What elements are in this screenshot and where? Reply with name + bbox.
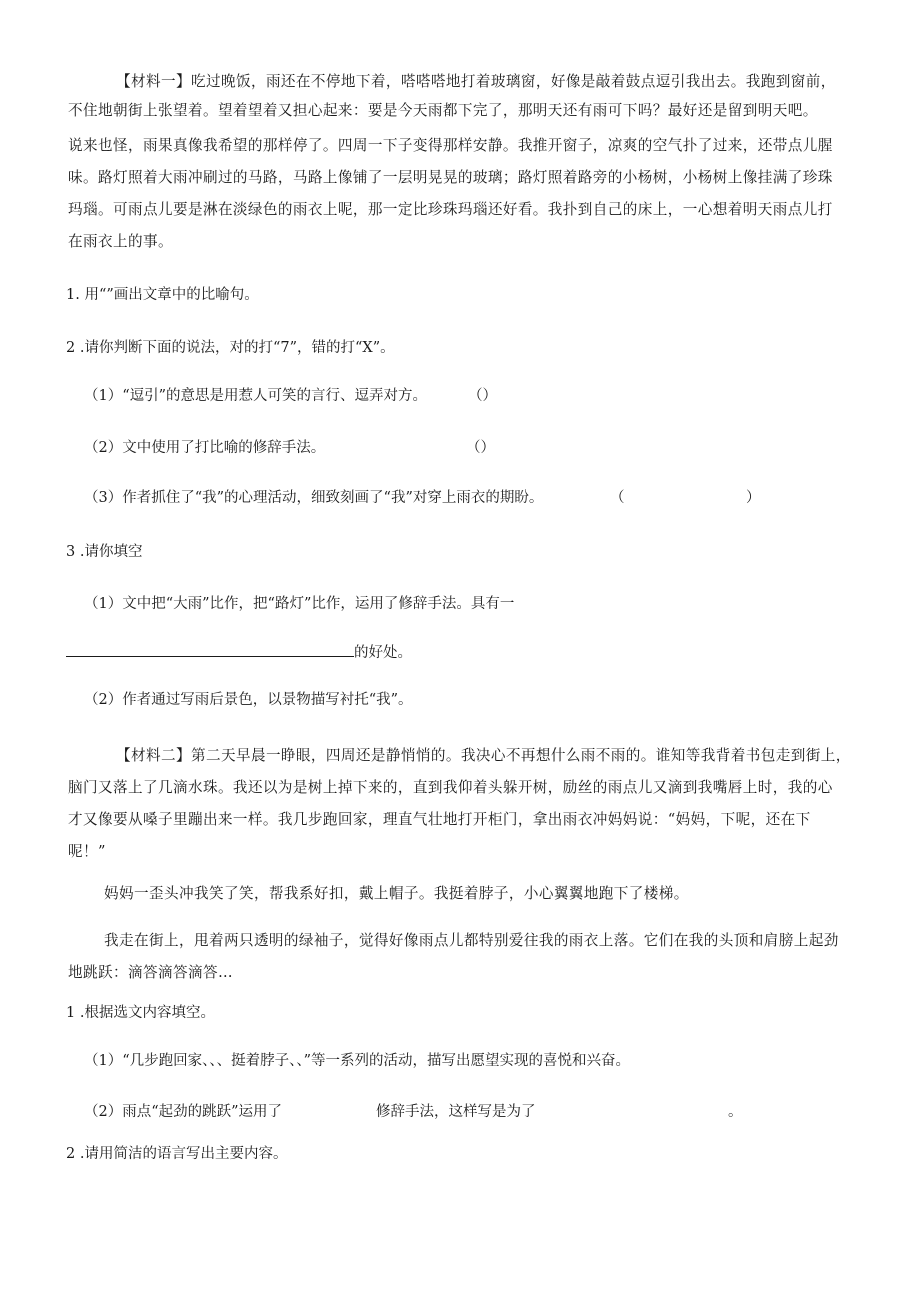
material2-paragraph-2: 妈妈一歪头冲我笑了笑，帮我系好扣，戴上帽子。我挺着脖子，小心翼翼地跑下了楼梯。 <box>104 885 689 902</box>
material1-line-2: 不住地朝街上张望着。望着望着又担心起来：要是今天雨都下完了，那明天还有雨可下吗？最好还是留到明天吧。 <box>68 102 818 119</box>
answer-paren-2-3-close[interactable]: ） <box>746 490 761 506</box>
material2-paragraph-3-line-1: 我走在街上，甩着两只透明的绿袖子，觉得好像雨点儿都特别爱往我的雨衣上落。它们在我的头顶和肩膀上起劲 <box>104 932 839 949</box>
question-2-1-item-2-a: （2）雨点“起劲的跳跃”运用了 <box>84 1104 283 1120</box>
question-2: 2 .请你判断下面的说法，对的打“7”，错的打“X”。 <box>66 340 395 356</box>
question-2-1-item-1: （1）“几步跑回家、、、挺着脖子、、”等一系列的活动，描写出愿望实现的喜悦和兴奋。 <box>84 1053 631 1069</box>
answer-paren-2-3-open[interactable]: （ <box>610 490 625 506</box>
question-3-item-1-cont <box>66 640 412 663</box>
material1-line-5: 玛瑙。可雨点儿要是淋在淡绿色的雨衣上呢，那一定比珍珠玛瑙还好看。我扑到自己的床上，一心想着明天雨点儿打 <box>68 201 833 218</box>
question-2-1-item-2-c: 。 <box>728 1104 743 1120</box>
question-2-item-3: （3）作者抓住了“我”的心理活动，细致刻画了“我”对穿上雨衣的期盼。 <box>84 490 544 506</box>
question-3-item-2: （2）作者通过写雨后景色，以景物描写衬托“我”。 <box>84 692 413 708</box>
question-2-item-1: （1）“逗引”的意思是用惹人可笑的言行、逗弄对方。 <box>84 388 428 404</box>
material2-line-2: 脑门又落上了几滴水珠。我还以为是树上掉下来的，直到我仰着头躲开树，励丝的雨点儿又滴到我嘴唇上时，我的心 <box>68 779 833 796</box>
material2-line-4: 呢！” <box>68 843 106 860</box>
material1-line-1: 【材料一】吃过晚饭，雨还在不停地下着，嗒嗒嗒地打着玻璃窗，好像是敲着鼓点逗引我出去。我跑到窗前， <box>116 73 836 90</box>
answer-paren-2-1[interactable]: （） <box>468 388 497 404</box>
question-2-1: 1 .根据选文内容填空。 <box>66 1005 215 1021</box>
question-3-item-1: （1）文中把“大雨”比作，把“路灯”比作，运用了修辞手法。具有一 <box>84 596 515 612</box>
answer-paren-2-2[interactable]: （） <box>466 440 495 456</box>
question-1: 1. 用“”画出文章中的比喻句。 <box>66 287 259 303</box>
question-2-2: 2 .请用简洁的语言写出主要内容。 <box>66 1146 288 1162</box>
question-3: 3 .请你填空 <box>66 544 143 560</box>
answer-blank-3-1[interactable] <box>66 640 354 657</box>
material1-line-4: 味。路灯照着大雨冲刷过的马路，马路上像铺了一层明晃晃的玻璃；路灯照着路旁的小杨树，小杨树上像挂满了珍珠 <box>68 169 833 186</box>
question-2-1-item-2-b: 修辞手法，这样写是为了 <box>376 1104 536 1120</box>
material1-line-3: 说来也怪，雨果真像我希望的那样停了。四周一下子变得那样安静。我推开窗子，凉爽的空气扑了过来，还带点儿腥 <box>68 137 833 154</box>
material2-line-3: 才又像要从嗓子里蹦出来一样。我几步跑回家，理直气壮地打开柜门，拿出雨衣冲妈妈说：“妈妈，下呢，还在下 <box>68 811 811 828</box>
material2-paragraph-3-line-2: 地跳跃：滴答滴答滴答… <box>68 964 233 981</box>
material2-line-1: 【材料二】第二天早晨一睁眼，四周还是静悄悄的。我决心不再想什么雨不雨的。谁知等我背着书包走到街上， <box>116 747 851 764</box>
material1-line-6: 在雨衣上的事。 <box>68 233 173 250</box>
question-3-item-1-tail: 的好处。 <box>354 645 412 661</box>
question-2-item-2: （2）文中使用了打比喻的修辞手法。 <box>84 440 326 456</box>
